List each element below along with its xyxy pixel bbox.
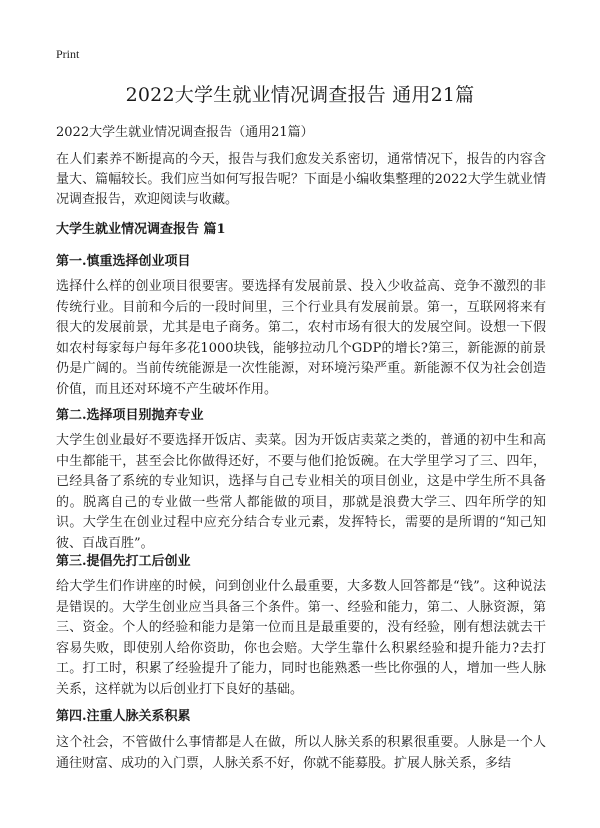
print-link[interactable]: Print [56, 47, 80, 61]
intro-paragraph: 在人们素养不断提高的今天，报告与我们愈发关系密切，通常情况下，报告的内容含量大、篇幅较长。我们应当如何写报告呢？下面是小编收集整理的2022大学生就业情况调查报告，欢迎阅读与收藏。 [56, 152, 546, 207]
document-title: 2022大学生就业情况调查报告 通用21篇 [125, 84, 475, 106]
section-body-1: 选择什么样的创业项目很要害。要选择有发展前景、投入少收益高、竞争不激烈的非传统行业。目前和今后的一段时间里，三个行业具有发展前景。第一，互联网将来有很大的发展前景，尤其是电子商务。第二，农村市场有很大的发展空间。设想一下假如农村每家每户每年多花1000块钱，能够拉动几个GDP的增长?第三，新能源的前景仍是广阔的。当前传统能源是一次性能源，对环境污染严重。新能源不仅为社会创造价值，而且还对环境不产生破坏作用。 [56, 279, 546, 397]
section-heading-3: 第三.提倡先打工后创业 [56, 554, 191, 569]
article-heading: 大学生就业情况调查报告 篇1 [56, 222, 226, 237]
section-body-2: 大学生创业最好不要选择开饭店、卖菜。因为开饭店卖菜之类的，普通的初中生和高中生都能干，甚至会比你做得还好，不要与他们抢饭碗。在大学里学习了三、四年，已经具备了系统的专业知识，选择与自己专业相关的项目创业，这是中学生所不具备的。脱离自己的专业做一些常人都能做的项目，那就是浪费大学三、四年所学的知识。大学生在创业过程中应充分结合专业元素，发挥特长，需要的是所谓的“知己知彼、百战百胜”。 [56, 433, 546, 551]
section-heading-1: 第一.慎重选择创业项目 [56, 254, 191, 269]
section-heading-2: 第二.选择项目别抛弃专业 [56, 408, 204, 423]
section-body-4: 这个社会，不管做什么事情都是人在做，所以人脉关系的积累很重要。人脉是一个人通往财富、成功的入门票，人脉关系不好，你就不能募股。扩展人脉关系，多结 [56, 735, 546, 771]
section-body-3: 给大学生们作讲座的时候，问到创业什么最重要，大多数人回答都是“钱”。这种说法是错误的。大学生创业应当具备三个条件。第一、经验和能力，第二、人脉资源，第三、资金。个人的经验和能力是第一位而且是最重要的，没有经验，刚有想法就去干容易失败，即使别人给你资助，你也会赔。大学生靠什么积累经验和提升能力?去打工。打工时，积累了经验提升了能力，同时也能熟悉一些比你强的人，增加一些人脉关系，这样就为以后创业打下良好的基础。 [56, 579, 546, 697]
section-heading-4: 第四.注重人脉关系积累 [56, 709, 191, 724]
document-subtitle: 2022大学生就业情况调查报告（通用21篇） [56, 125, 314, 140]
